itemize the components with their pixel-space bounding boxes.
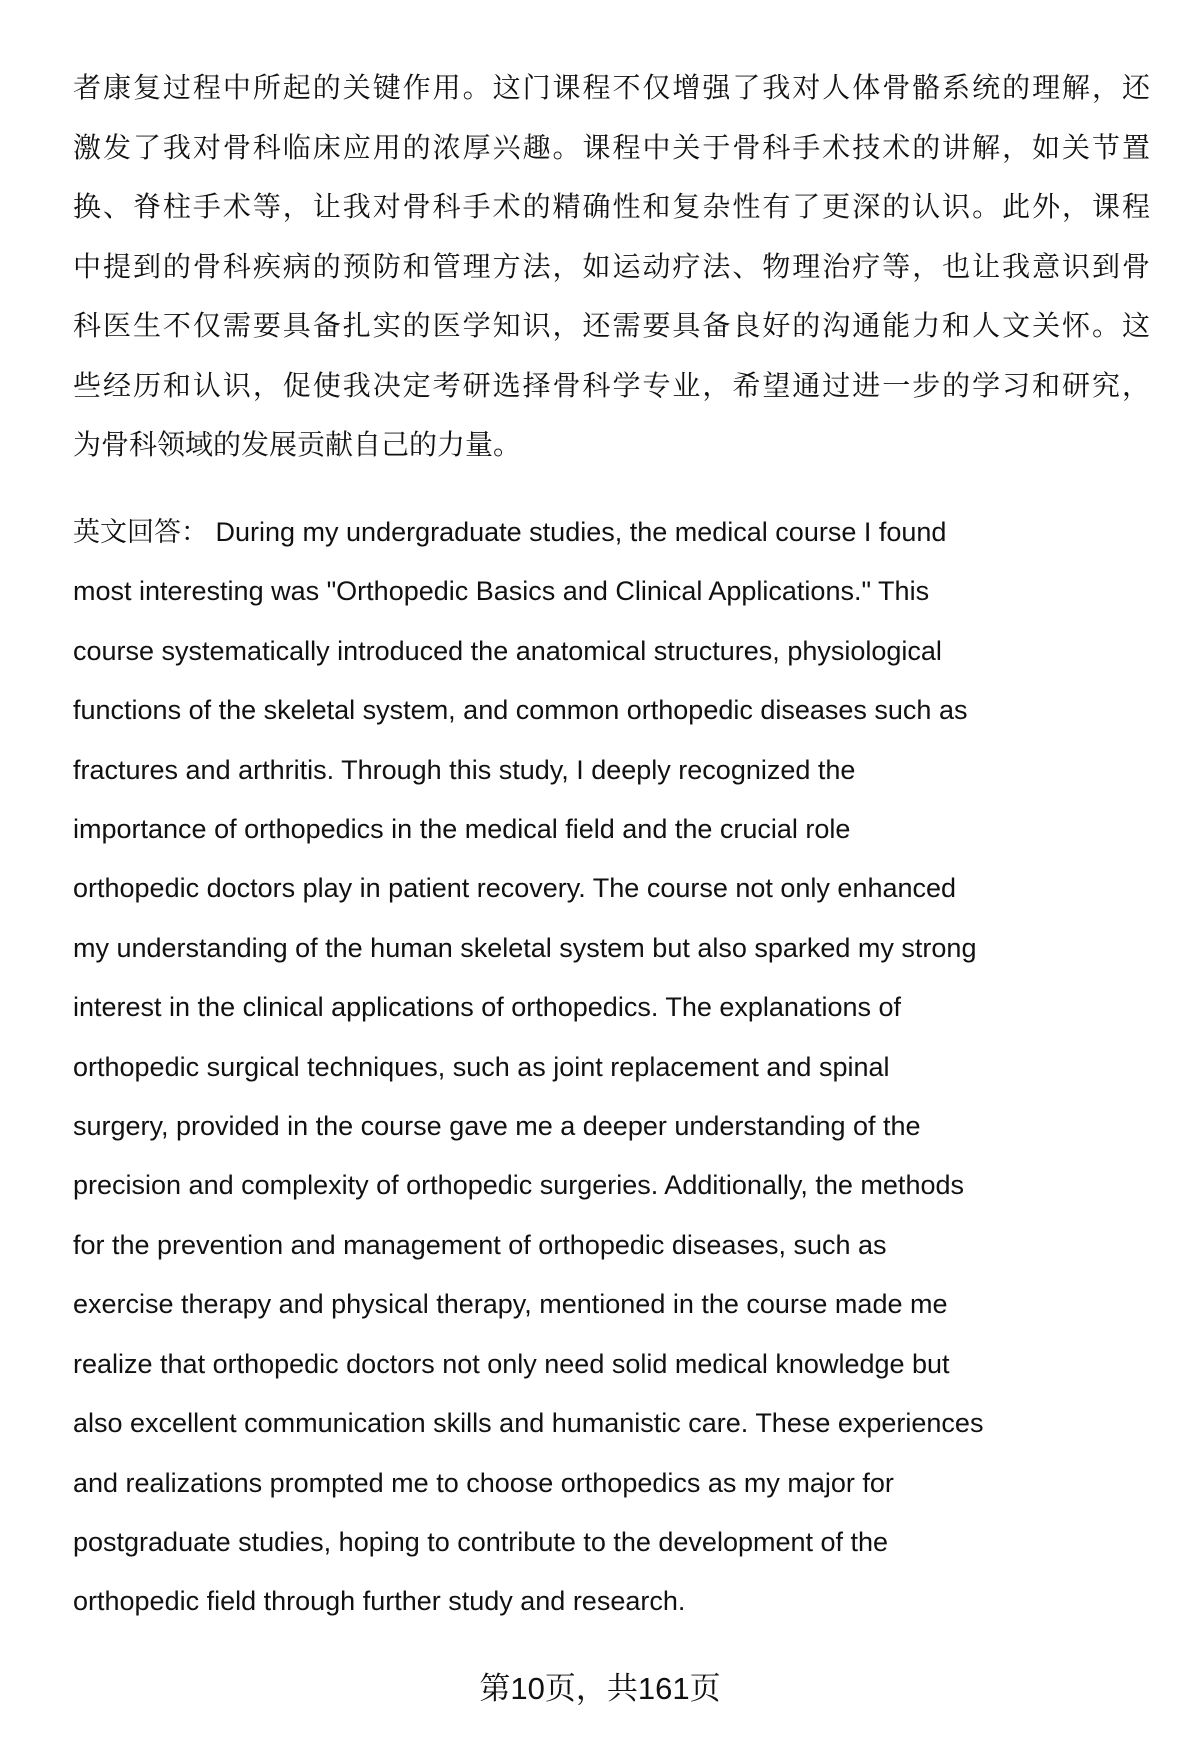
text-span: During my undergraduate studies, the medical course I found	[208, 517, 947, 547]
text-line: 换、脊柱手术等，让我对骨科手术的精确性和复杂性有了更深的认识。此外，课程	[73, 190, 1150, 223]
text-line: and realizations prompted me to choose orthopedics as my major for	[73, 1467, 894, 1498]
chinese-answer-paragraph	[73, 58, 1150, 475]
english-answer-paragraph	[73, 503, 1150, 1632]
english-answer-label: 英文回答：	[73, 517, 208, 547]
text-line: realize that orthopedic doctors not only need solid medical knowledge but	[73, 1348, 950, 1379]
text-line: 中提到的骨科疾病的预防和管理方法，如运动疗法、物理治疗等，也让我意识到骨	[73, 249, 1150, 283]
text-line: also excellent communication skills and humanistic care. These experiences	[73, 1408, 984, 1439]
text-line: functions of the skeletal system, and common orthopedic diseases such as	[73, 695, 968, 726]
text-line: postgraduate studies, hoping to contribute to the development of the	[73, 1526, 889, 1557]
text-line: 些经历和认识，促使我决定考研选择骨科学专业，希望通过进一步的学习和研究，	[73, 368, 1150, 402]
text-line: precision and complexity of orthopedic surgeries. Additionally, the methods	[73, 1170, 964, 1201]
page-number-footer: 第10页，共161页	[479, 1671, 721, 1706]
text-line: course systematically introduced the anatomical structures, physiological	[73, 635, 942, 666]
text-line: importance of orthopedics in the medical field and the crucial role	[73, 814, 851, 845]
text-line: for the prevention and management of orthopedic diseases, such as	[73, 1229, 887, 1260]
text-line: 者康复过程中所起的关键作用。这门课程不仅增强了我对人体骨骼系统的理解，还	[73, 71, 1150, 104]
text-line: interest in the clinical applications of orthopedics. The explanations of	[73, 992, 901, 1023]
text-line: orthopedic surgical techniques, such as joint replacement and spinal	[73, 1051, 890, 1082]
text-line: fractures and arthritis. Through this study, I deeply recognized the	[73, 754, 856, 785]
text-line: 激发了我对骨科临床应用的浓厚兴趣。课程中关于骨科手术技术的讲解，如关节置	[73, 130, 1150, 164]
text-line: 为骨科领域的发展贡献自己的力量。	[73, 428, 522, 461]
text-line: orthopedic field through further study and research.	[73, 1586, 686, 1617]
text-line: exercise therapy and physical therapy, mentioned in the course made me	[73, 1289, 948, 1320]
text-line: orthopedic doctors play in patient recovery. The course not only enhanced	[73, 873, 957, 904]
text-line: 科医生不仅需要具备扎实的医学知识，还需要具备良好的沟通能力和人文关怀。这	[73, 309, 1150, 342]
text-line: most interesting was "Orthopedic Basics and Clinical Applications." This	[73, 576, 930, 607]
text-line	[73, 503, 1150, 562]
text-line: my understanding of the human skeletal system but also sparked my strong	[73, 932, 977, 963]
text-line: surgery, provided in the course gave me a deeper understanding of the	[73, 1111, 921, 1142]
